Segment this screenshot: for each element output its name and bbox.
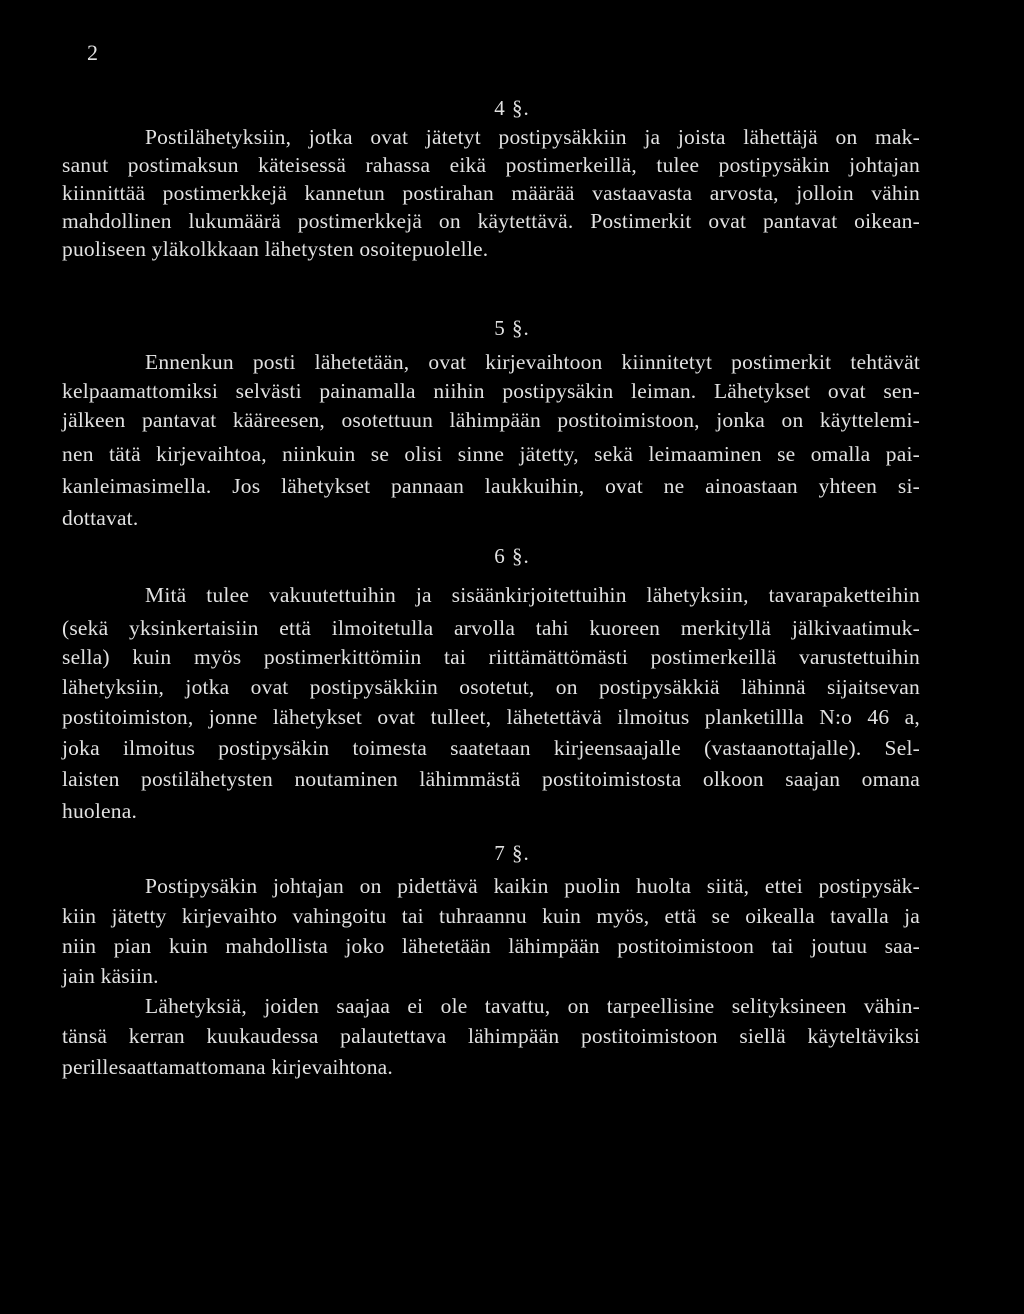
paragraph-line: Postipysäkin johtajan on pidettävä kaikin puolin huolta siitä, ettei postipysäk- — [145, 874, 920, 898]
section-heading-5: 5 §. — [494, 316, 530, 340]
paragraph-line: lähetyksiin, jotka ovat postipysäkkiin osotetut, on postipysäkkiä lähinnä sijaitsevan — [62, 675, 920, 699]
paragraph-line: kanleimasimella. Jos lähetykset pannaan laukkuihin, ovat ne ainoastaan yhteen si- — [62, 474, 920, 498]
paragraph-line: kiinnittää postimerkkejä kannetun postirahan määrää vastaavasta arvosta, jolloin vähin — [62, 181, 920, 205]
paragraph-line: joka ilmoitus postipysäkin toimesta saatetaan kirjeensaajalle (vastaanottajalle). Sel- — [62, 736, 920, 760]
paragraph-line: postitoimiston, jonne lähetykset ovat tulleet, lähetettävä ilmoitus planketillla N:o 46 a, — [62, 705, 920, 729]
paragraph-line: (sekä yksinkertaisiin että ilmoitetulla arvolla tahi kuoreen merkityllä jälkivaatimuk- — [62, 616, 920, 640]
section-heading-4: 4 §. — [494, 96, 530, 120]
paragraph-line: dottavat. — [62, 506, 139, 530]
paragraph-line: niin pian kuin mahdollista joko lähetetään lähimpään postitoimistoon tai joutuu saa- — [62, 934, 920, 958]
section-heading-7: 7 §. — [494, 841, 530, 865]
paragraph-line: nen tätä kirjevaihtoa, niinkuin se olisi sinne jätetty, sekä leimaaminen se omalla pai- — [62, 442, 920, 466]
section-heading-6: 6 §. — [494, 544, 530, 568]
paragraph-line: sella) kuin myös postimerkittömiin tai riittämättömästi postimerkeillä varustettuihin — [62, 645, 920, 669]
paragraph-line: kiin jätetty kirjevaihto vahingoitu tai tuhraannu kuin myös, että se oikealla tavalla ja — [62, 904, 920, 928]
paragraph-line: perillesaattamattomana kirjevaihtona. — [62, 1055, 393, 1079]
paragraph-line: Ennenkun posti lähetetään, ovat kirjevaihtoon kiinnitetyt postimerkit tehtävät — [145, 350, 920, 374]
paragraph-line: jain käsiin. — [62, 964, 159, 988]
paragraph-line: Postilähetyksiin, jotka ovat jätetyt postipysäkkiin ja joista lähettäjä on mak- — [145, 125, 920, 149]
paragraph-line: puoliseen yläkolkkaan lähetysten osoitepuolelle. — [62, 237, 489, 261]
paragraph-line: mahdollinen lukumäärä postimerkkejä on käytettävä. Postimerkit ovat pantavat oikean- — [62, 209, 920, 233]
paragraph-line: kelpaamattomiksi selvästi painamalla niihin postipysäkin leiman. Lähetykset ovat sen- — [62, 379, 920, 403]
paragraph-line: jälkeen pantavat kääreesen, osotettuun lähimpään postitoimistoon, jonka on käyttelemi- — [62, 408, 920, 432]
paragraph-line: laisten postilähetysten noutaminen lähimmästä postitoimistosta olkoon saajan omana — [62, 767, 920, 791]
paragraph-line: huolena. — [62, 799, 138, 823]
paragraph-line: Mitä tulee vakuutettuihin ja sisäänkirjoitettuihin lähetyksiin, tavarapaketteihin — [145, 583, 920, 607]
page-number: 2 — [87, 40, 99, 65]
paragraph-line: tänsä kerran kuukaudessa palautettava lähimpään postitoimistoon siellä käyteltäviksi — [62, 1024, 920, 1048]
paragraph-line: Lähetyksiä, joiden saajaa ei ole tavattu, on tarpeellisine selityksineen vähin- — [145, 994, 920, 1018]
paragraph-line: sanut postimaksun käteisessä rahassa eikä postimerkeillä, tulee postipysäkin johtajan — [62, 153, 920, 177]
